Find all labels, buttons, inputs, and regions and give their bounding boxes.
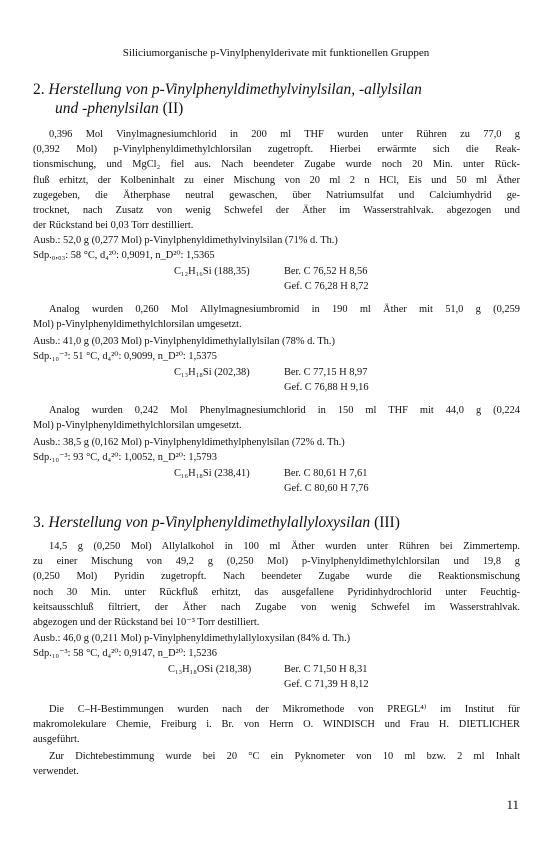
section-3-number: 3. <box>33 514 45 531</box>
paragraph-line: (0,250 Mol) Pyridin zugetropft. Nach beendeter Zugabe wurde die Reaktionsmischung <box>33 571 520 583</box>
paragraph-line: Zur Dichtebestimmung wurde bei 20 °C ein Pyknometer von 10 ml bzw. 2 ml Inhalt <box>49 751 520 762</box>
calculated-analysis-2: Ber. C 77,15 H 8,97 <box>284 367 368 378</box>
section-2-paragraph-1 <box>33 127 520 233</box>
yield-line-3: Ausb.: 38,5 g (0,162 Mol) p-Vinylphenyldimethylphenylsilan (72% d. Th.) <box>33 437 345 448</box>
boiling-point-line-3: Sdp.₁₀⁻³: 93 °C, d₄²⁰: 1,0052, n_D²⁰: 1,5793 <box>33 452 217 463</box>
paragraph-line: zu einer Mischung von 49,2 g (0,250 Mol) p-Vinylphenyldimethylchlorsilan und 19,8 g <box>33 556 520 568</box>
section-3-paragraph-3 <box>33 749 520 779</box>
paragraph-line: 0,396 Mol Vinylmagnesiumchlorid in 200 ml THF wurden unter Rühren zu 77,0 g <box>49 129 520 140</box>
section-2-heading-line-1 <box>33 80 422 99</box>
paragraph-line: (0,392 Mol) p-Vinylphenyldimethylchlorsilan zugetropft. Hierbei erwärmte sich die Reak- <box>33 144 520 156</box>
paragraph-line: 14,5 g (0,250 Mol) Allylalkohol in 100 ml Äther wurden unter Rühren bei Zimmertemp. <box>49 541 520 552</box>
boiling-point-line-2: Sdp.₁₀⁻³: 51 °C, d₄²⁰: 0,9099, n_D²⁰: 1,5375 <box>33 351 217 362</box>
running-header: Siliciumorganische p-Vinylphenylderivate mit funktionellen Gruppen <box>122 47 430 59</box>
calculated-analysis-1: Ber. C 76,52 H 8,56 <box>284 266 368 277</box>
yield-line-1: Ausb.: 52,0 g (0,277 Mol) p-Vinylphenyldimethylvinylsilan (71% d. Th.) <box>33 235 338 246</box>
boiling-point-line-1: Sdp.₀,₀₃: 58 °C, d₄²⁰: 0,9091, n_D²⁰: 1,5365 <box>33 250 215 261</box>
paragraph-line: verwendet. <box>33 766 79 778</box>
section-3-paragraph-2 <box>33 702 520 748</box>
section-3-compound-tag: (III) <box>374 514 400 531</box>
paragraph-line: tionsmischung, und MgCl₂ fiel aus. Nach beendeter Zugabe wurde noch 20 Min. unter Rück- <box>33 159 520 171</box>
page-number: 11 <box>506 797 519 812</box>
found-analysis-4: Gef. C 71,39 H 8,12 <box>284 679 369 690</box>
calculated-analysis-4: Ber. C 71,50 H 8,31 <box>284 664 368 675</box>
section-3-paragraph-1 <box>33 539 520 630</box>
paragraph-line: keitsausschluß filtriert, der Äther nach Zugabe von wenig Schwefel im Wasserstrahlvak. <box>33 601 520 613</box>
paragraph-line: Mol) p-Vinylphenyldimethylchlorsilan umgesetzt. <box>33 420 242 432</box>
paragraph-line: Analog wurden 0,260 Mol Allylmagnesiumbromid in 190 ml Äther mit 51,0 g (0,259 <box>49 304 520 315</box>
section-2-compound-tag: (II) <box>162 100 184 117</box>
paragraph-line: Analog wurden 0,242 Mol Phenylmagnesiumchlorid in 150 ml THF mit 44,0 g (0,224 <box>49 405 520 416</box>
section-2-number: 2. <box>33 81 45 98</box>
found-analysis-1: Gef. C 76,28 H 8,72 <box>284 281 369 292</box>
found-analysis-3: Gef. C 80,60 H 7,76 <box>284 483 369 494</box>
formula-2: C₁₃H₁₈Si (202,38) <box>174 367 250 378</box>
formula-4: C₁₃H₁₈OSi (218,38) <box>168 664 252 675</box>
section-2-paragraph-3 <box>33 403 520 433</box>
found-analysis-2: Gef. C 76,88 H 9,16 <box>284 382 369 393</box>
section-3-title: Herstellung von p-Vinylphenyldimethylallyloxysilan <box>48 514 371 531</box>
paragraph-line: Mol) p-Vinylphenyldimethylchlorsilan umgesetzt. <box>33 319 242 331</box>
paragraph-line: noch 30 Min. unter Rückfluß erhitzt, das ausgefallene Pyridinhydrochlorid unter Feuchtig- <box>33 586 520 598</box>
formula-1: C₁₂H₁₆Si (188,35) <box>174 266 250 277</box>
paragraph-line: fluß erhitzt, der Kolbeninhalt zu einer Mischung von 20 ml 2 n HCl, Eis und 50 ml Äther <box>33 174 520 186</box>
paragraph-line: zugegeben, die Ätherphase neutral gewaschen, über Natriumsulfat und Calciumhydrid ge- <box>33 189 520 201</box>
boiling-point-line-4: Sdp.₁₀⁻³: 58 °C, d₄²⁰: 0,9147, n_D²⁰: 1,5236 <box>33 648 217 659</box>
calculated-analysis-3: Ber. C 80,61 H 7,61 <box>284 468 368 479</box>
section-2-heading-line-2 <box>55 99 183 118</box>
yield-line-4: Ausb.: 46,0 g (0,211 Mol) p-Vinylphenyldimethylallyloxysilan (84% d. Th.) <box>33 633 351 644</box>
section-2-paragraph-2 <box>33 302 520 332</box>
paragraph-line: der Rückstand bei 0,03 Torr destilliert. <box>33 220 194 232</box>
section-2-title-line-1: Herstellung von p-Vinylphenyldimethylvinylsilan, -allylsilan <box>48 81 422 98</box>
section-3-heading <box>33 513 400 532</box>
paragraph-line: abgezogen und der Rückstand bei 10⁻³ Torr destilliert. <box>33 617 260 629</box>
paragraph-line: trocknet, nach Zusatz von wenig Schwefel der Äther im Wasserstrahlvak. abgezogen und <box>33 205 520 217</box>
yield-line-2: Ausb.: 41,0 g (0,203 Mol) p-Vinylphenyldimethylallylsilan (78% d. Th.) <box>33 336 335 347</box>
paragraph-line: makromolekulare Chemie, Freiburg i. Br. von Herrn O. WINDISCH und Frau H. DIETLICHER <box>33 719 520 731</box>
formula-3: C₁₆H₁₈Si (238,41) <box>174 468 250 479</box>
section-2-title-line-2: und -phenylsilan <box>55 100 159 117</box>
paragraph-line: Die C–H-Bestimmungen wurden nach der Mikromethode von PREGL⁴⁾ im Institut für <box>49 704 520 715</box>
paragraph-line: ausgeführt. <box>33 734 80 746</box>
